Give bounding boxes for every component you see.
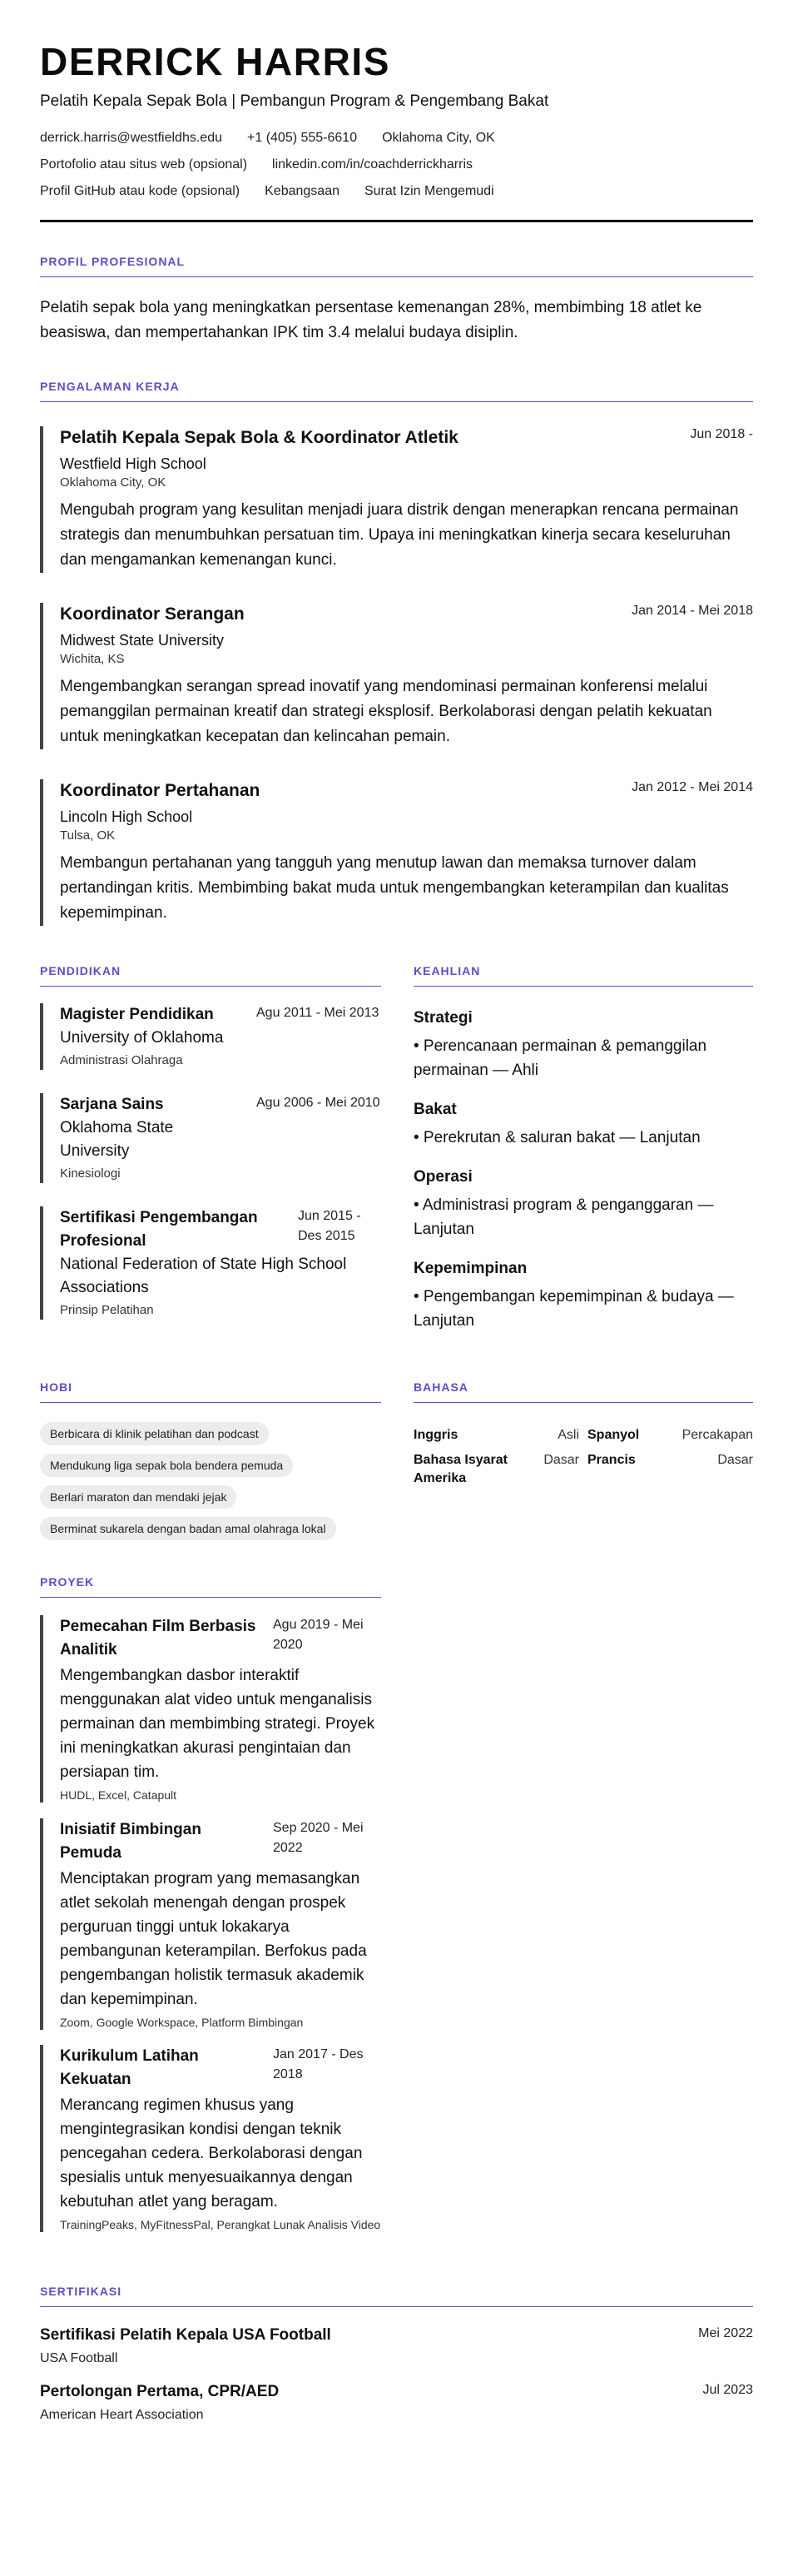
experience-entry — [40, 779, 753, 926]
education-entry — [40, 1003, 381, 1070]
experience-entry — [40, 426, 753, 573]
project-tools: Zoom, Google Workspace, Platform Bimbingan — [60, 2016, 304, 2029]
github-link[interactable]: Profil GitHub atau kode (opsional) — [40, 184, 240, 198]
section-title-education: PENDIDIKAN — [40, 964, 121, 977]
skill-item: • Perencanaan permainan & pemanggilan permainan — Ahli — [414, 1037, 707, 1079]
section-rule-skills — [414, 986, 753, 987]
education-degree: Sertifikasi Pengembangan Profesional — [60, 1209, 258, 1250]
hobby-chip: Berbicara di klinik pelatihan dan podcast — [40, 1422, 269, 1445]
hobby-chip: Berlari maraton dan mendaki jejak — [40, 1485, 236, 1509]
project-title: Inisiatif Bimbingan Pemuda — [60, 1821, 201, 1862]
skill-category: Bakat — [414, 1101, 457, 1118]
skill-category: Strategi — [414, 1009, 473, 1027]
header-divider — [40, 220, 753, 222]
job-org: Midwest State University — [60, 632, 225, 649]
education-field: Administrasi Olahraga — [60, 1053, 183, 1067]
certification-date: Mei 2022 — [698, 2326, 753, 2340]
skill-category: Kepemimpinan — [414, 1260, 528, 1277]
education-school: National Federation of State High School Associations — [60, 1256, 347, 1296]
profile-summary: Pelatih sepak bola yang meningkatkan persentase kemenangan 28%, membimbing 18 atlet ke beasiswa, dan mempertahankan IPK tim 3.4 melalui budaya disiplin. — [40, 299, 702, 341]
section-rule-projects — [40, 1597, 381, 1598]
job-description: Mengembangkan serangan spread inovatif yang mendominasi permainan konferensi melalui pemanggilan permainan kreatif dan strategi eksplosif. Berkolaborasi dengan pelatih kekuatan untuk meningkatkan kecepatan dan kelincahan pemain. — [60, 678, 712, 745]
certification-entry — [40, 2325, 753, 2368]
hobby-list — [40, 1422, 381, 1549]
education-school: University of Oklahoma — [60, 1029, 224, 1047]
job-org: Lincoln High School — [60, 808, 193, 825]
project-entry — [40, 1615, 381, 1803]
job-location: Oklahoma City, OK — [60, 475, 166, 490]
portfolio-link[interactable]: Portofolio atau situs web (opsional) — [40, 157, 248, 172]
linkedin-link[interactable]: linkedin.com/in/coachderrickharris — [272, 157, 473, 172]
certification-entry — [40, 2381, 753, 2424]
language-level: Dasar — [543, 1453, 579, 1467]
contact-row-extra — [40, 183, 753, 200]
section-title-certifications: SERTIFIKASI — [40, 2285, 122, 2298]
project-title: Kurikulum Latihan Kekuatan — [60, 2047, 199, 2088]
resume-header — [40, 40, 753, 200]
education-field: Kinesiologi — [60, 1166, 121, 1181]
job-description: Mengubah program yang kesulitan menjadi juara distrik dengan menerapkan rencana permainan strategis dan menumbuhkan persatuan tim. Upaya ini meningkatkan kinerja secara keseluruhan dan mengamankan kemenangan kunci. — [60, 501, 739, 569]
project-date: Jan 2017 - Des 2018 — [273, 2047, 364, 2081]
certification-title: Sertifikasi Pelatih Kepala USA Football — [40, 2326, 331, 2344]
skill-item: • Perekrutan & saluran bakat — Lanjutan — [414, 1129, 701, 1146]
section-title-languages: BAHASA — [414, 1380, 468, 1394]
section-rule-experience — [40, 401, 753, 402]
section-title-experience: PENGALAMAN KERJA — [40, 380, 180, 393]
location-text: Oklahoma City, OK — [382, 131, 495, 145]
language-list — [414, 1426, 753, 1488]
section-title-hobbies: HOBI — [40, 1380, 72, 1394]
education-field: Prinsip Pelatihan — [60, 1303, 154, 1317]
section-title-skills: KEAHLIAN — [414, 964, 481, 977]
skill-item: • Administrasi program & penganggaran — Lanjutan — [414, 1196, 714, 1238]
language-name: Prancis — [587, 1453, 636, 1467]
section-rule-languages — [414, 1402, 753, 1403]
job-title: Pelatih Kepala Sepak Bola & Koordinator Atletik — [60, 428, 458, 447]
job-date: Jun 2018 - — [690, 427, 753, 441]
project-tools: HUDL, Excel, Catapult — [60, 1788, 177, 1802]
job-date: Jan 2012 - Mei 2014 — [632, 780, 753, 794]
language-item — [587, 1426, 753, 1445]
job-date: Jan 2014 - Mei 2018 — [632, 604, 753, 618]
section-title-profile: PROFIL PROFESIONAL — [40, 255, 186, 268]
project-description: Merancang regimen khusus yang mengintegrasikan kondisi dengan teknik pencegahan cedera. Berkolaborasi dengan spesialis untuk menyesuaikannya dengan kebutuhan atlet yang beragam. — [60, 2096, 363, 2210]
language-name: Spanyol — [587, 1428, 640, 1442]
phone-text[interactable]: +1 (405) 555-6610 — [247, 131, 358, 145]
contact-row-primary — [40, 130, 753, 147]
section-rule-certifications — [40, 2306, 753, 2307]
skills-list — [414, 1007, 753, 1333]
job-title: Koordinator Serangan — [60, 604, 245, 624]
project-date: Sep 2020 - Mei 2022 — [273, 1821, 364, 1855]
education-date: Agu 2011 - Mei 2013 — [256, 1006, 379, 1020]
job-location: Wichita, KS — [60, 652, 125, 666]
section-rule-education — [40, 986, 381, 987]
job-title: Koordinator Pertahanan — [60, 781, 260, 800]
section-rule-profile — [40, 276, 753, 277]
education-school: Oklahoma State University — [60, 1119, 174, 1160]
hobby-chip: Berminat sukarela dengan badan amal olahraga lokal — [40, 1517, 336, 1540]
certification-title: Pertolongan Pertama, CPR/AED — [40, 2383, 280, 2400]
candidate-name: DERRICK HARRIS — [40, 40, 391, 83]
project-entry — [40, 1818, 381, 2030]
education-entry — [40, 1206, 381, 1320]
job-location: Tulsa, OK — [60, 828, 116, 843]
section-rule-hobbies — [40, 1402, 381, 1403]
job-description: Membangun pertahanan yang tangguh yang menutup lawan dan memaksa turnover dalam pertandingan kritis. Membimbing bakat muda untuk mengembangkan keterampilan dan kualitas kepemimpinan. — [60, 854, 729, 922]
language-name: Inggris — [414, 1428, 458, 1442]
education-date: Jun 2015 - Des 2015 — [298, 1209, 361, 1243]
project-description: Menciptakan program yang memasangkan atlet sekolah menengah dengan prospek perguruan tinggi untuk lokakarya pembangunan keterampilan. Berfokus pada pengembangan holistik termasuk akademik dan kepemimpinan. — [60, 1870, 367, 2008]
project-title: Pemecahan Film Berbasis Analitik — [60, 1618, 256, 1658]
project-date: Agu 2019 - Mei 2020 — [273, 1618, 364, 1652]
language-level: Percakapan — [681, 1428, 753, 1442]
language-name: Bahasa Isyarat Amerika — [414, 1453, 508, 1485]
nationality-text: Kebangsaan — [265, 184, 340, 198]
contact-row-links — [40, 157, 753, 173]
certification-org: USA Football — [40, 2351, 118, 2365]
education-date: Agu 2006 - Mei 2010 — [256, 1096, 380, 1110]
language-level: Dasar — [717, 1453, 753, 1467]
candidate-subtitle: Pelatih Kepala Sepak Bola | Pembangun Program & Pengembang Bakat — [40, 92, 549, 110]
experience-entry — [40, 603, 753, 749]
project-tools: TrainingPeaks, MyFitnessPal, Perangkat Lunak Analisis Video — [60, 2218, 381, 2231]
language-item — [414, 1426, 579, 1445]
skill-item: • Pengembangan kepemimpinan & budaya — Lanjutan — [414, 1288, 734, 1330]
skill-category: Operasi — [414, 1168, 473, 1186]
education-degree: Magister Pendidikan — [60, 1006, 214, 1023]
certification-org: American Heart Association — [40, 2408, 204, 2422]
education-degree: Sarjana Sains — [60, 1096, 164, 1113]
language-level: Asli — [558, 1428, 579, 1442]
project-entry — [40, 2045, 381, 2232]
license-text: Surat Izin Mengemudi — [364, 184, 494, 198]
section-title-projects: PROYEK — [40, 1575, 95, 1589]
hobby-chip: Mendukung liga sepak bola bendera pemuda — [40, 1454, 293, 1477]
job-org: Westfield High School — [60, 455, 206, 472]
language-item — [587, 1451, 753, 1488]
email-link[interactable]: derrick.harris@westfieldhs.edu — [40, 131, 222, 145]
project-description: Mengembangkan dasbor interaktif menggunakan alat video untuk menganalisis permainan dan membimbing strategi. Proyek ini meningkatkan akurasi pengintaian dan persiapan tim. — [60, 1667, 375, 1781]
language-item — [414, 1451, 579, 1488]
certification-date: Jul 2023 — [702, 2383, 753, 2397]
education-entry — [40, 1093, 381, 1183]
